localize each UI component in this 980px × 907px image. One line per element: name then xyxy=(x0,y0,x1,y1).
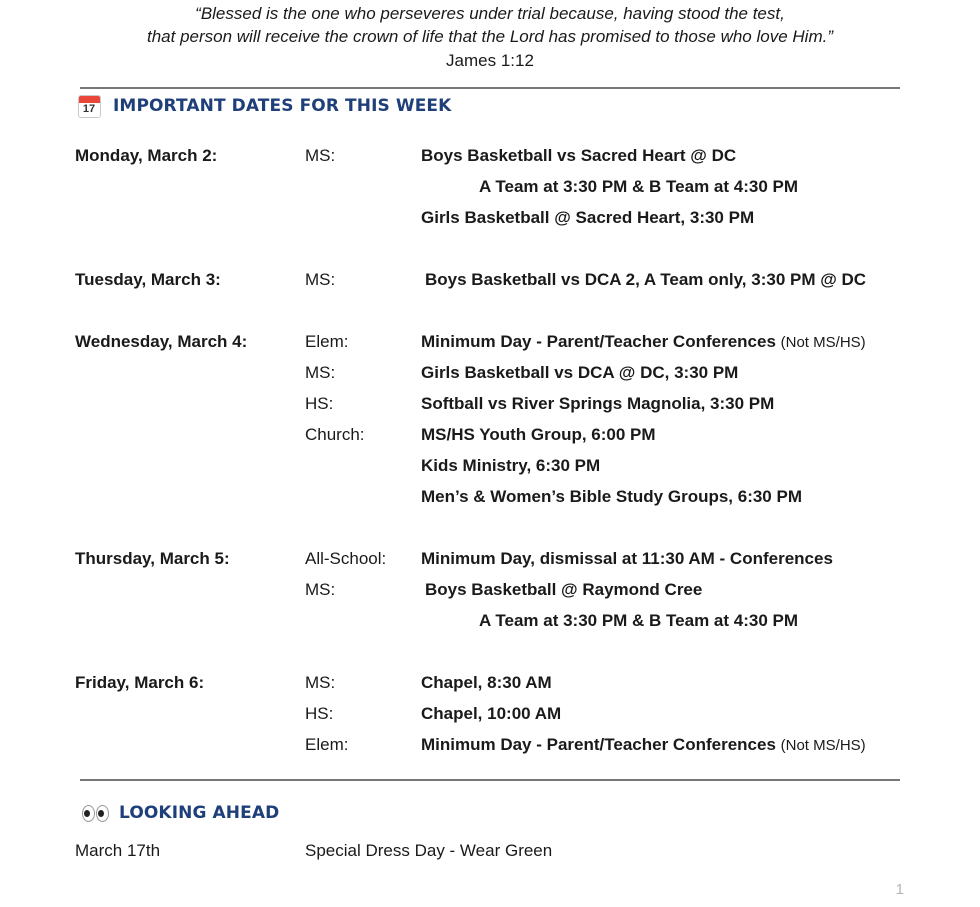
event-text-wrap xyxy=(421,732,866,759)
event-row xyxy=(0,174,980,205)
divider-top xyxy=(80,87,900,89)
event-row xyxy=(0,701,980,732)
event-row xyxy=(0,391,980,422)
important-dates-title: IMPORTANT DATES FOR THIS WEEK xyxy=(113,96,452,116)
event-text: Girls Basketball vs DCA @ DC, 3:30 PM xyxy=(421,363,739,382)
event-note: (Not MS/HS) xyxy=(780,737,866,754)
spacer xyxy=(0,298,980,329)
event-row xyxy=(0,143,980,174)
event-day: Thursday, March 5: xyxy=(75,549,230,568)
events-list xyxy=(0,143,980,763)
important-dates-header xyxy=(76,93,451,119)
event-group: Elem: xyxy=(305,735,349,754)
event-row xyxy=(0,577,980,608)
event-group: MS: xyxy=(305,270,336,289)
event-group: MS: xyxy=(305,146,336,165)
looking-ahead-title: LOOKING AHEAD xyxy=(119,803,280,823)
event-text-wrap xyxy=(421,329,866,356)
calendar-icon-day: 17 xyxy=(82,102,96,115)
event-row xyxy=(0,360,980,391)
event-row xyxy=(0,546,980,577)
event-text: Chapel, 8:30 AM xyxy=(421,673,552,692)
event-group: MS: xyxy=(305,673,336,692)
event-day: Wednesday, March 4: xyxy=(75,332,248,351)
looking-ahead-date: March 17th xyxy=(75,841,161,860)
event-text: Minimum Day, dismissal at 11:30 AM - Conferences xyxy=(421,549,833,568)
event-text: MS/HS Youth Group, 6:00 PM xyxy=(421,425,656,444)
event-text: Minimum Day - Parent/Teacher Conferences xyxy=(421,332,776,351)
spacer xyxy=(0,639,980,670)
quote-line-2 xyxy=(0,25,980,48)
event-group: HS: xyxy=(305,394,334,413)
quote-text-1: “Blessed is the one who perseveres under trial because, having stood the test, xyxy=(195,4,785,23)
eyes-icon xyxy=(82,802,108,824)
event-row xyxy=(0,484,980,515)
event-row xyxy=(0,453,980,484)
event-row xyxy=(0,670,980,701)
event-text: Kids Ministry, 6:30 PM xyxy=(421,456,601,475)
event-text: Minimum Day - Parent/Teacher Conferences xyxy=(421,735,776,754)
looking-ahead-header xyxy=(82,800,279,826)
event-row xyxy=(0,205,980,236)
event-day: Tuesday, March 3: xyxy=(75,270,221,289)
event-group: Church: xyxy=(305,425,365,444)
calendar-icon xyxy=(76,95,102,117)
quote-line-1 xyxy=(0,2,980,25)
event-text: A Team at 3:30 PM & B Team at 4:30 PM xyxy=(479,177,799,196)
event-row xyxy=(0,329,980,360)
event-group: MS: xyxy=(305,363,336,382)
event-row xyxy=(0,422,980,453)
event-group: Elem: xyxy=(305,332,349,351)
event-group: All-School: xyxy=(305,549,387,568)
page-number: 1 xyxy=(895,881,904,898)
event-row xyxy=(0,267,980,298)
event-row xyxy=(0,608,980,639)
event-row xyxy=(0,732,980,763)
event-group: HS: xyxy=(305,704,334,723)
event-text: Men’s & Women’s Bible Study Groups, 6:30 PM xyxy=(421,487,802,506)
spacer xyxy=(0,515,980,546)
event-day: Friday, March 6: xyxy=(75,673,205,692)
event-note: (Not MS/HS) xyxy=(780,334,866,351)
quote-reference: James 1:12 xyxy=(446,51,534,70)
event-text: Girls Basketball @ Sacred Heart, 3:30 PM xyxy=(421,208,755,227)
looking-ahead-event: Special Dress Day - Wear Green xyxy=(305,841,553,860)
divider-bottom xyxy=(80,779,900,781)
event-text: Boys Basketball vs Sacred Heart @ DC xyxy=(421,146,737,165)
quote-text-2: that person will receive the crown of life that the Lord has promised to those who love Him.” xyxy=(146,27,833,46)
event-day: Monday, March 2: xyxy=(75,146,218,165)
event-group: MS: xyxy=(305,580,336,599)
event-text: A Team at 3:30 PM & B Team at 4:30 PM xyxy=(479,611,799,630)
event-text: Boys Basketball vs DCA 2, A Team only, 3:30 PM @ DC xyxy=(425,270,867,289)
event-text: Chapel, 10:00 AM xyxy=(421,704,562,723)
event-text: Boys Basketball @ Raymond Cree xyxy=(425,580,703,599)
spacer xyxy=(0,236,980,267)
event-text: Softball vs River Springs Magnolia, 3:30 PM xyxy=(421,394,775,413)
